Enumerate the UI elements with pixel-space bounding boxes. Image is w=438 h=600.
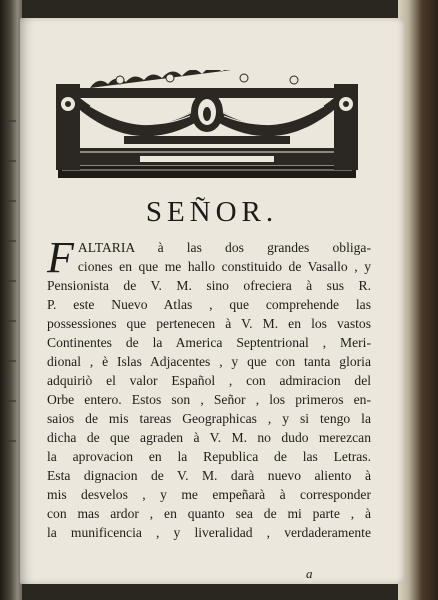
text-line: Orbe entero. Estos son , Señor , los primeros en- <box>47 392 371 407</box>
text-line: Pensionista de V. M. sino ofreciera à sus R. <box>47 278 371 293</box>
text-line: ciones en que me hallo constituido de Vasallo , y <box>77 259 371 274</box>
text-line: Esta dignacion de V. M. darà nuevo aliento à <box>47 468 371 483</box>
text-line: dional , è Islas Adjacentes , y que con tanta gloria <box>47 354 371 369</box>
headpiece-ornament <box>50 70 364 182</box>
text-line: la munificencia , y liveralidad , verdaderamente <box>47 525 371 540</box>
text-line: mis desvelos , y me empeñarà à corresponder <box>47 487 371 502</box>
adjacent-page-edge <box>0 0 22 600</box>
text-line: con mas ardor , en quanto sea de mi parte , à <box>47 506 371 521</box>
text-line: dicha de que agraden à V. M. no dudo merezcan <box>47 430 371 445</box>
catchword: a <box>306 566 313 581</box>
text-line: la aprovacion en la Republica de las Letras. <box>47 449 371 464</box>
text-line: possessiones que pertenecen à V. M. en los vastos <box>47 316 371 331</box>
book-page <box>20 18 404 584</box>
page-title: SEÑOR. <box>145 196 279 228</box>
text-line: P. este Nuevo Atlas , que comprehende las <box>47 297 371 312</box>
text-line: ALTARIA à las dos grandes obliga- <box>77 240 371 255</box>
book-edge <box>398 0 438 600</box>
text-line: Continentes de la America Septentrional , Meri- <box>47 335 371 350</box>
text-line: adquiriò el valor Español , con admiracion del <box>47 373 371 388</box>
dedication-text <box>47 233 371 542</box>
drop-cap: F <box>47 233 74 282</box>
text-line: saios de mis tareas Geographicas , y si tengo la <box>47 411 371 426</box>
